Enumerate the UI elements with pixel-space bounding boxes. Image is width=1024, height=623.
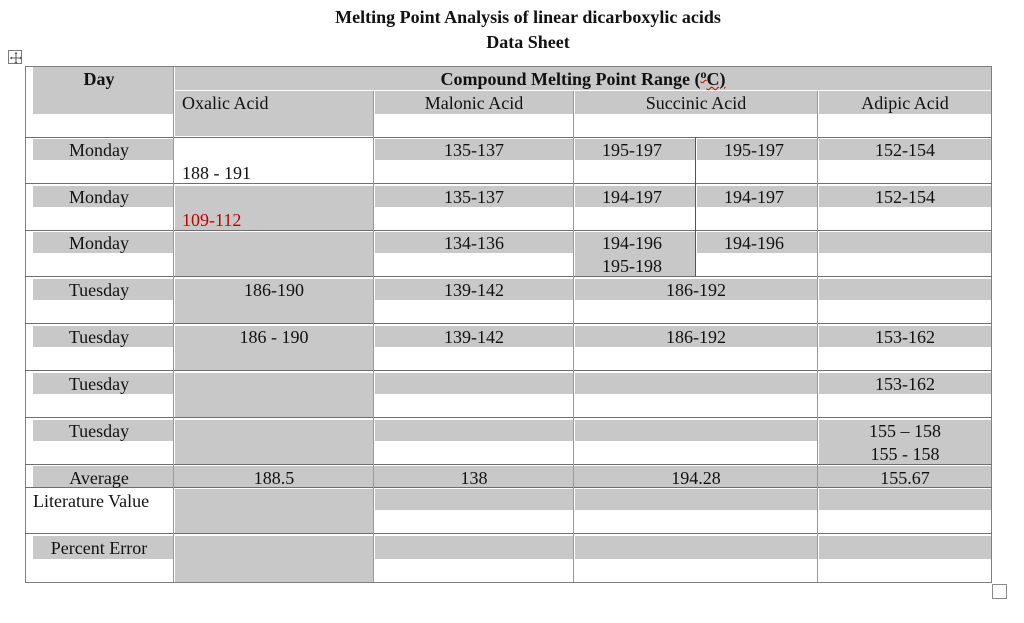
- adipic-cell: 155 – 158: [869, 421, 941, 441]
- adipic-cell: 152-154: [875, 187, 935, 207]
- malonic-average: 138: [460, 468, 488, 488]
- document-title: Melting Point Analysis of linear dicarboxylic acids: [335, 7, 721, 27]
- succinic-cell: 186-192: [666, 327, 726, 347]
- literature-value-label: Literature Value: [33, 491, 150, 511]
- compound-column-header: Compound Melting Point Range ($^o$C): [440, 67, 726, 89]
- succinic-acid-header: Succinic Acid: [645, 93, 747, 113]
- oxalic-cell: 188 - 191: [182, 163, 251, 183]
- malonic-cell: 139-142: [444, 280, 504, 300]
- day-column-header: Day: [83, 69, 115, 89]
- day-cell: Tuesday: [68, 421, 130, 441]
- adipic-cell: 153-162: [875, 374, 935, 394]
- succinic-cell-2: 194-196: [724, 233, 784, 253]
- adipic-average: 155.67: [880, 468, 930, 488]
- average-label: Average: [69, 468, 129, 488]
- day-cell: Monday: [69, 187, 129, 207]
- oxalic-cell-flagged: 109-112: [182, 210, 242, 230]
- succinic-cell-2: 195-197: [724, 140, 784, 160]
- oxalic-acid-header: Oxalic Acid: [182, 93, 269, 113]
- day-cell: Tuesday: [68, 374, 130, 394]
- malonic-cell: 135-137: [444, 187, 504, 207]
- day-cell: Monday: [69, 233, 129, 253]
- table-move-handle-icon[interactable]: [8, 50, 22, 64]
- oxalic-cell: 186 - 190: [239, 327, 309, 347]
- malonic-cell: 139-142: [444, 327, 504, 347]
- succinic-cell-1: 194-197: [602, 187, 662, 207]
- day-cell: Tuesday: [68, 280, 130, 300]
- day-cell: Tuesday: [68, 327, 130, 347]
- oxalic-average: 188.5: [253, 468, 295, 488]
- malonic-cell: 134-136: [444, 233, 504, 253]
- document-subtitle: Data Sheet: [486, 32, 570, 52]
- adipic-cell: 153-162: [875, 327, 935, 347]
- succinic-cell: 186-192: [666, 280, 726, 300]
- oxalic-cell: 186-190: [244, 280, 304, 300]
- adipic-cell-2: 155 - 158: [870, 444, 940, 464]
- succinic-cell-1: 195-197: [602, 140, 662, 160]
- table-resize-handle[interactable]: [992, 584, 1007, 599]
- succinic-average: 194.28: [671, 468, 721, 488]
- adipic-acid-header: Adipic Acid: [861, 93, 949, 113]
- percent-error-label: Percent Error: [50, 538, 148, 558]
- day-cell: Monday: [69, 140, 129, 160]
- succinic-cell-2: 194-197: [724, 187, 784, 207]
- malonic-cell: 135-137: [444, 140, 504, 160]
- succinic-cell-1: 194-196: [602, 233, 662, 253]
- adipic-cell: 152-154: [875, 140, 935, 160]
- malonic-acid-header: Malonic Acid: [424, 93, 524, 113]
- succinic-cell-1b: 195-198: [602, 256, 662, 276]
